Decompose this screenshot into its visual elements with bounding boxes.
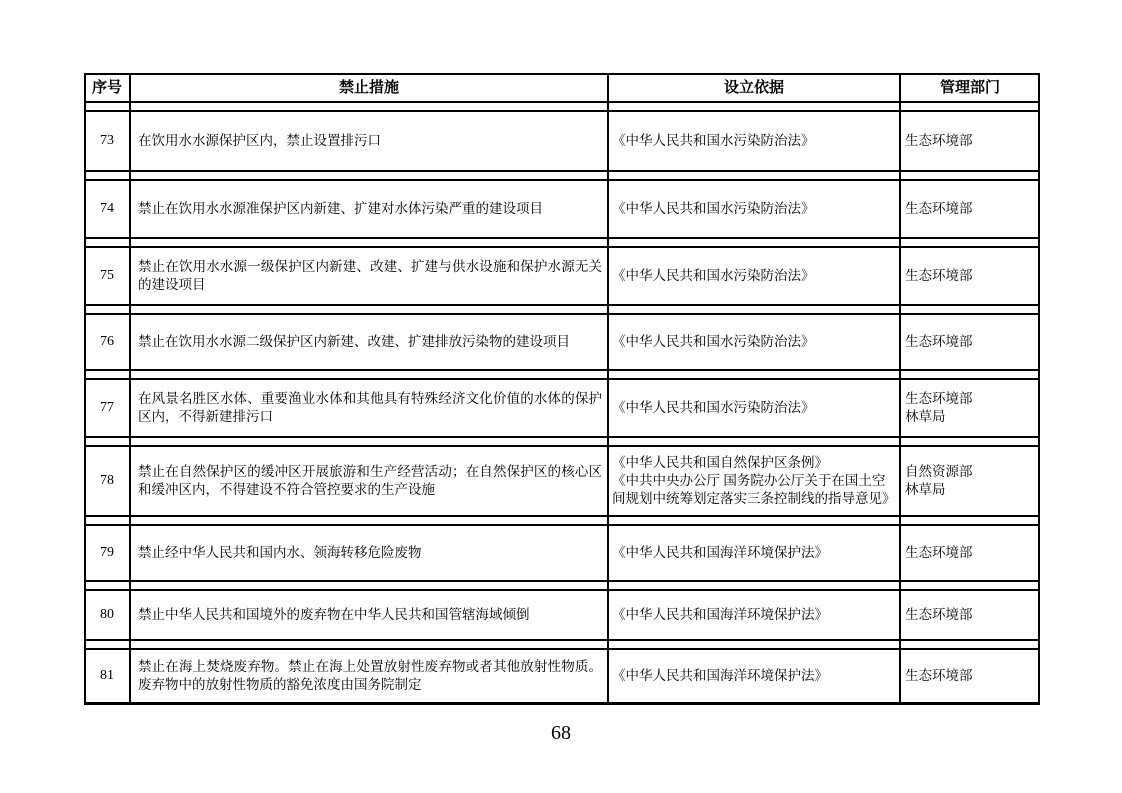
cell-establishment-basis (608, 112, 900, 170)
cell-managing-department (900, 591, 1040, 639)
department-line: 林草局 (905, 482, 946, 497)
cell-managing-department (900, 112, 1040, 170)
header-cell-serial-number: 序号 (91, 79, 122, 96)
cell-serial-number: 76 (100, 333, 114, 349)
table-header-row (84, 73, 1040, 103)
cell-serial-number: 75 (100, 267, 114, 283)
cell-serial-number: 78 (100, 472, 114, 488)
table-row (84, 246, 1040, 306)
table-vertical-line (129, 73, 131, 705)
cell-establishment-basis (608, 650, 900, 702)
table-row (84, 589, 1040, 641)
basis-line: 《中华人民共和国水污染防治法》 (612, 399, 815, 415)
department-line: 自然资源部 (905, 463, 973, 479)
table-row (84, 445, 1040, 517)
cell-managing-department (900, 526, 1040, 580)
table-vertical-line (84, 73, 86, 705)
cell-serial-number: 74 (100, 200, 114, 216)
basis-line: 《中华人民共和国海洋环境保护法》 (612, 544, 828, 560)
department-line: 生态环境部 (905, 667, 973, 683)
cell-prohibited-measure: 在饮用水水源保护区内，禁止设置排污口 (138, 132, 381, 148)
cell-serial-number: 73 (100, 132, 114, 148)
cell-establishment-basis (608, 380, 900, 436)
cell-prohibited-measure: 禁止在自然保护区的缓冲区开展旅游和生产经营活动；在自然保护区的核心区和缓冲区内，不得建设不符合管控要求的生产设施 (138, 463, 602, 497)
table-row (84, 378, 1040, 438)
department-line: 生态环境部 (905, 606, 973, 622)
table-vertical-line (607, 73, 609, 705)
table-body (84, 110, 1040, 705)
cell-serial-number: 77 (100, 399, 114, 415)
table-row (84, 648, 1040, 705)
department-line: 生态环境部 (905, 267, 973, 283)
cell-managing-department (900, 650, 1040, 702)
cell-managing-department (900, 248, 1040, 304)
basis-line: 《中华人民共和国水污染防治法》 (612, 333, 815, 349)
department-line: 生态环境部 (905, 132, 973, 148)
cell-serial-number: 81 (100, 667, 114, 683)
table-vertical-line (1038, 73, 1040, 705)
table-row (84, 179, 1040, 239)
table-vertical-line (899, 73, 901, 705)
basis-line: 《中华人民共和国水污染防治法》 (612, 267, 815, 283)
department-line: 林草局 (905, 409, 946, 424)
cell-serial-number: 79 (100, 544, 114, 560)
page-number: 68 (551, 722, 571, 744)
header-cell-prohibited-measure: 禁止措施 (338, 79, 399, 96)
cell-establishment-basis (608, 447, 900, 515)
cell-establishment-basis (608, 181, 900, 237)
department-line: 生态环境部 (905, 544, 973, 560)
cell-prohibited-measure: 禁止在饮用水水源一级保护区内新建、改建、扩建与供水设施和保护水源无关的建设项目 (138, 258, 602, 292)
table-row (84, 524, 1040, 582)
cell-managing-department (900, 380, 1040, 436)
cell-prohibited-measure: 禁止在饮用水水源二级保护区内新建、改建、扩建排放污染物的建设项目 (138, 333, 570, 349)
basis-line: 《中华人民共和国水污染防治法》 (612, 132, 815, 148)
table-row (84, 110, 1040, 172)
prohibition-measures-table (84, 73, 1040, 705)
cell-managing-department (900, 181, 1040, 237)
basis-line: 《中华人民共和国海洋环境保护法》 (612, 667, 828, 683)
cell-prohibited-measure: 禁止经中华人民共和国内水、领海转移危险废物 (138, 544, 422, 560)
basis-line: 《中华人民共和国海洋环境保护法》 (612, 606, 828, 622)
cell-managing-department (900, 447, 1040, 515)
cell-establishment-basis (608, 591, 900, 639)
header-cell-establishment-basis: 设立依据 (723, 79, 784, 96)
table-row (84, 313, 1040, 371)
cell-prohibited-measure: 禁止在海上焚烧废弃物。禁止在海上处置放射性废弃物或者其他放射性物质。废弃物中的放射性物质的豁免浓度由国务院制定 (138, 658, 602, 692)
department-line: 生态环境部 (905, 333, 973, 349)
basis-line: 《中华人民共和国水污染防治法》 (612, 200, 815, 216)
basis-line: 《中华人民共和国自然保护区条例》 (612, 454, 828, 470)
cell-establishment-basis (608, 315, 900, 369)
department-line: 生态环境部 (905, 200, 973, 216)
header-cell-managing-department: 管理部门 (939, 79, 1000, 96)
cell-establishment-basis (608, 526, 900, 580)
department-line: 生态环境部 (905, 390, 973, 406)
cell-establishment-basis (608, 248, 900, 304)
cell-prohibited-measure: 禁止中华人民共和国境外的废弃物在中华人民共和国管辖海域倾倒 (138, 606, 530, 622)
cell-managing-department (900, 315, 1040, 369)
cell-prohibited-measure: 禁止在饮用水水源准保护区内新建、扩建对水体污染严重的建设项目 (138, 200, 543, 216)
cell-prohibited-measure: 在风景名胜区水体、重要渔业水体和其他具有特殊经济文化价值的水体的保护区内，不得新建排污口 (138, 390, 602, 424)
basis-line: 《中共中央办公厅 国务院办公厅关于在国土空间规划中统筹划定落实三条控制线的指导意见》 (612, 472, 896, 507)
cell-serial-number: 80 (100, 606, 114, 622)
